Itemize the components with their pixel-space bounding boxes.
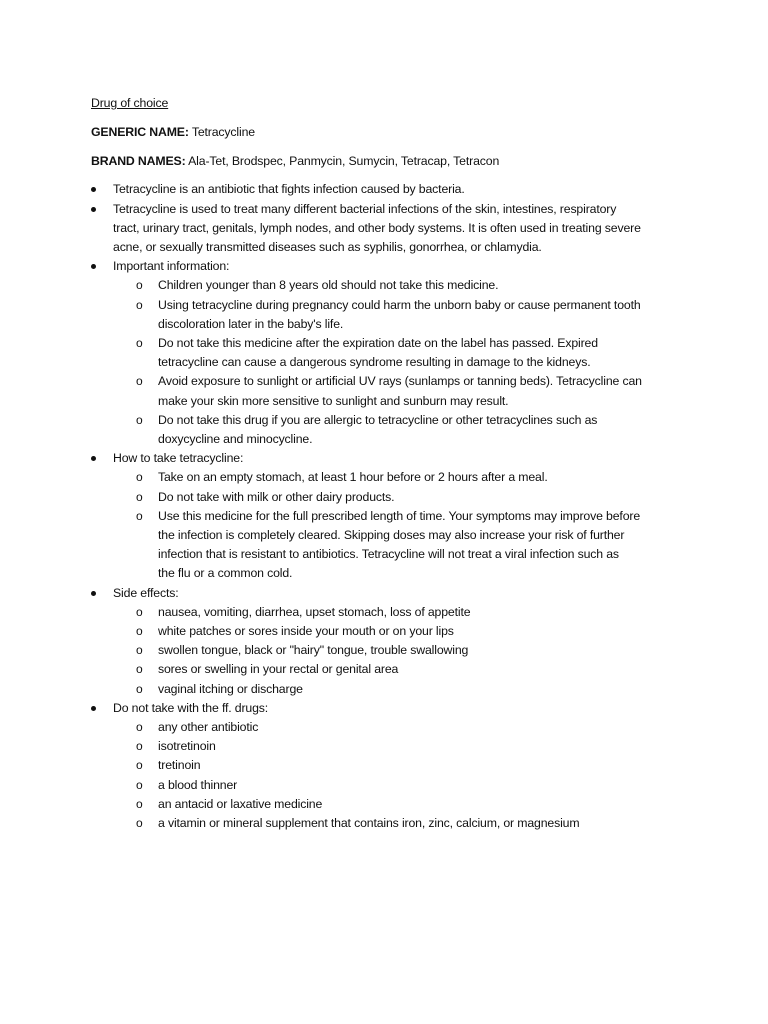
sub-list [113,468,691,583]
sub-item-text-line: isotretinoin [158,739,216,754]
sub-item [113,603,691,622]
sub-list [113,603,691,699]
sub-item-text-line: infection that is resistant to antibiotics. Tetracycline will not treat a viral infection such as [158,547,619,562]
sub-item [113,680,691,699]
sub-item [113,296,691,334]
sub-item-text-line: make your skin more sensitive to sunlight and sunburn may result. [158,393,509,408]
sub-item-text-line: the infection is completely cleared. Skipping doses may also increase your risk of further [158,528,625,543]
sub-item [113,814,691,833]
bullet-dot-icon [91,456,96,461]
brand-names-value: Ala-Tet, Brodspec, Panmycin, Sumycin, Tetracap, Tetracon [188,153,500,168]
circle-bullet-icon: o [136,297,143,312]
sub-item [113,756,691,775]
bullet-text-line: acne, or sexually transmitted diseases such as syphilis, gonorrhea, or chlamydia. [113,240,542,254]
sub-item-text-line: an antacid or laxative medicine [158,796,323,811]
bullet-text-line: Tetracycline is an antibiotic that fights infection caused by bacteria. [113,182,465,197]
sub-item-text-line: any other antibiotic [158,720,259,735]
circle-bullet-icon: o [136,624,143,639]
sub-item [113,737,691,756]
bullet-text-line: Tetracycline is used to treat many different bacterial infections of the skin, intestines, respiratory [113,201,617,216]
sub-item-text-line: nausea, vomiting, diarrhea, upset stomach, loss of appetite [158,604,471,619]
sub-item [113,641,691,660]
sub-item-text-line: Children younger than 8 years old should not take this medicine. [158,278,499,293]
sub-item-text-line: Do not take this drug if you are allergic to tetracycline or other tetracyclines such as [158,412,598,427]
bullet-text-line: How to take tetracycline: [113,451,244,466]
sub-list [113,276,691,449]
sub-item-text-line: Using tetracycline during pregnancy could harm the unborn baby or cause permanent tooth [158,297,641,312]
sub-item [113,411,691,449]
circle-bullet-icon: o [136,643,143,658]
brand-names-line [91,152,691,171]
bullet-dot-icon [91,207,96,212]
circle-bullet-icon: o [136,739,143,754]
circle-bullet-icon: o [136,816,143,831]
circle-bullet-icon: o [136,374,143,389]
bullet-list [91,180,691,833]
sub-item [113,718,691,737]
sub-list [113,718,691,833]
circle-bullet-icon: o [136,681,143,696]
sub-item-text-line: Do not take this medicine after the expiration date on the label has passed. Expired [158,336,598,351]
bullet-dot-icon [91,706,96,711]
circle-bullet-icon: o [136,796,143,811]
circle-bullet-icon: o [136,720,143,735]
sub-item-text-line: the flu or a common cold. [158,566,293,581]
sub-item [113,468,691,487]
circle-bullet-icon: o [136,336,143,351]
circle-bullet-icon: o [136,508,143,523]
document-heading: Drug of choice [91,96,169,110]
circle-bullet-icon: o [136,412,143,427]
sub-item-text-line: Take on an empty stomach, at least 1 hour before or 2 hours after a meal. [158,470,548,485]
circle-bullet-icon: o [136,278,143,293]
sub-item-text-line: Do not take with milk or other dairy products. [158,489,395,504]
sub-item [113,776,691,795]
circle-bullet-icon: o [136,604,143,619]
bullet-text-line: tract, urinary tract, genitals, lymph nodes, and other body systems. It is often used in treating severe [113,220,641,235]
sub-item [113,795,691,814]
bullet-dot-icon [91,264,96,269]
sub-item [113,622,691,641]
bullet-text-line: Do not take with the ff. drugs: [113,700,269,715]
generic-name-label: GENERIC NAME: [91,124,189,139]
bullet-dot-icon [91,591,96,596]
sub-item [113,276,691,295]
generic-name-line [91,123,691,142]
sub-item-text-line: discoloration later in the baby's life. [158,316,344,331]
bullet-text-line: Important information: [113,259,230,274]
circle-bullet-icon: o [136,662,143,677]
sub-item [113,488,691,507]
sub-item [113,334,691,372]
circle-bullet-icon: o [136,470,143,485]
sub-item-text-line: doxycycline and minocycline. [158,432,313,447]
sub-item-text-line: white patches or sores inside your mouth or on your lips [158,624,454,639]
bullet-item [91,449,691,583]
sub-item-text-line: swollen tongue, black or "hairy" tongue, trouble swallowing [158,643,469,658]
circle-bullet-icon: o [136,489,143,504]
sub-item-text-line: a blood thinner [158,777,238,792]
sub-item-text-line: Use this medicine for the full prescribed length of time. Your symptoms may improve before [158,508,641,523]
bullet-item [91,200,691,258]
bullet-text-line: Side effects: [113,585,179,600]
sub-item-text-line: sores or swelling in your rectal or genital area [158,662,399,677]
generic-name-value: Tetracycline [191,124,255,139]
bullet-item [91,257,691,449]
sub-item-text-line: vaginal itching or discharge [158,681,303,696]
circle-bullet-icon: o [136,777,143,792]
bullet-item [91,180,691,199]
sub-item [113,660,691,679]
sub-item-text-line: tretinoin [158,758,201,773]
circle-bullet-icon: o [136,758,143,773]
sub-item [113,507,691,584]
bullet-item [91,584,691,699]
sub-item-text-line: tetracycline can cause a dangerous syndrome resulting in damage to the kidneys. [158,355,591,370]
brand-names-label: BRAND NAMES: [91,153,186,168]
sub-item [113,372,691,410]
sub-item-text-line: Avoid exposure to sunlight or artificial UV rays (sunlamps or tanning beds). Tetracycline can [158,374,642,389]
bullet-dot-icon [91,187,96,192]
document-body [91,94,691,833]
bullet-item [91,699,691,833]
sub-item-text-line: a vitamin or mineral supplement that contains iron, zinc, calcium, or magnesium [158,816,580,831]
